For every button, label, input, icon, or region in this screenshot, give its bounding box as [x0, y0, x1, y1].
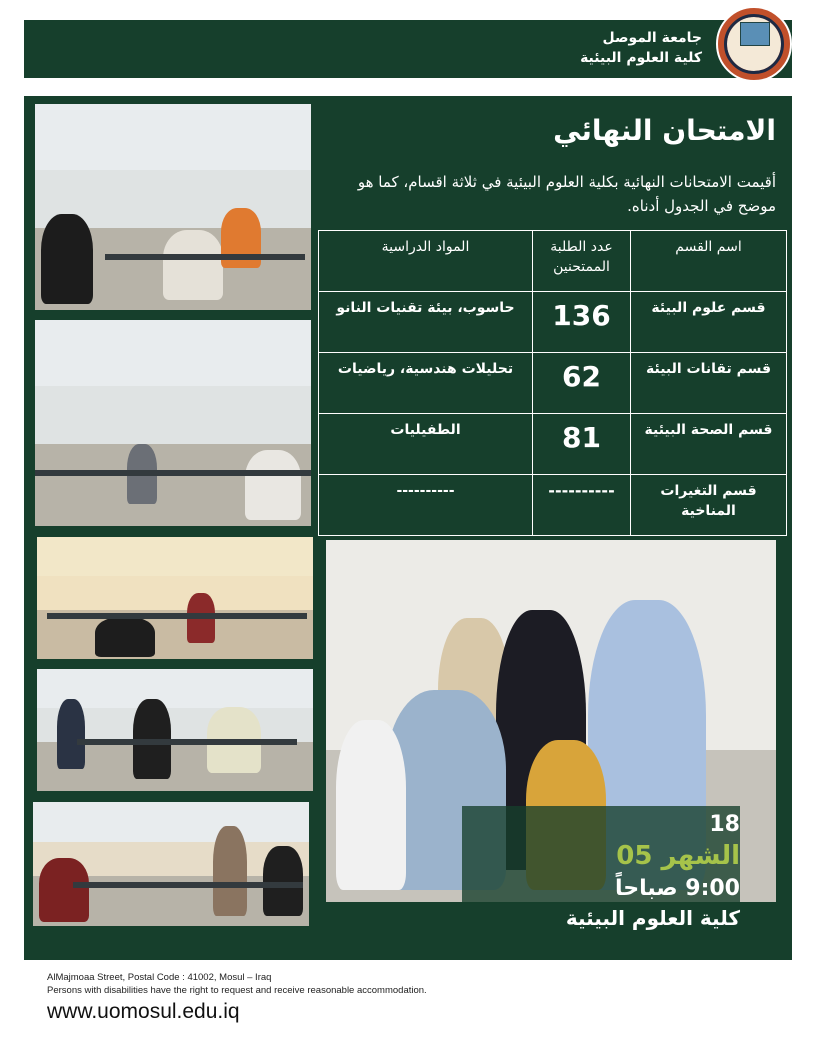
institution-names [580, 28, 702, 68]
subjects-cell: حاسوب، بيئة تقنيات النانو [319, 292, 533, 353]
exam-table [318, 230, 787, 536]
table-row [319, 414, 787, 475]
footer-text [47, 971, 427, 997]
count-cell: ---------- [533, 475, 631, 536]
dept-cell: قسم تقانات البيئة [631, 353, 787, 414]
subjects-cell: ---------- [319, 475, 533, 536]
event-date-block [560, 812, 740, 932]
table-header-row [319, 231, 787, 292]
count-cell: 62 [533, 353, 631, 414]
dept-cell: قسم علوم البيئة [631, 292, 787, 353]
page-title: الامتحان النهائي [553, 114, 776, 147]
header-subjects: المواد الدراسية [319, 231, 533, 292]
count-cell: 81 [533, 414, 631, 475]
table-row [319, 475, 787, 536]
table-row [319, 292, 787, 353]
exam-hall-photo-3 [37, 537, 313, 659]
count-cell: 136 [533, 292, 631, 353]
subjects-cell: الطفيليات [319, 414, 533, 475]
subjects-cell: تحليلات هندسية، رياضيات [319, 353, 533, 414]
dept-cell: قسم الصحة البيئية [631, 414, 787, 475]
event-place: كلية العلوم البيئية [565, 906, 740, 930]
event-month: الشهر 05 [616, 841, 740, 871]
dept-cell: قسم التغيرات المناخية [631, 475, 787, 536]
header-count: عدد الطلبة الممتحنين [533, 231, 631, 292]
university-logo [716, 6, 792, 82]
exam-hall-photo-1 [35, 104, 311, 310]
event-time: 9:00 صباحاً [614, 876, 740, 901]
exam-hall-photo-2 [35, 320, 311, 526]
college-name: كلية العلوم البيئية [580, 50, 702, 66]
exam-hall-photo-5 [33, 802, 309, 926]
website-link[interactable]: www.uomosul.edu.iq [47, 1000, 240, 1023]
header-bar [24, 20, 792, 78]
header-dept: اسم القسم [631, 231, 787, 292]
event-day: 18 [709, 812, 740, 837]
university-name: جامعة الموصل [602, 30, 702, 46]
description-text: أقيمت الامتحانات النهائية بكلية العلوم البيئية في ثلاثة اقسام، كما هو موضح في الجدول أدناه. [357, 173, 776, 215]
exam-hall-photo-4 [37, 669, 313, 791]
table-row [319, 353, 787, 414]
footer-address: AlMajmoaa Street, Postal Code : 41002, Mosul – Iraq [47, 972, 272, 983]
footer-accessibility: Persons with disabilities have the right to request and receive reasonable accommodation. [47, 985, 427, 996]
